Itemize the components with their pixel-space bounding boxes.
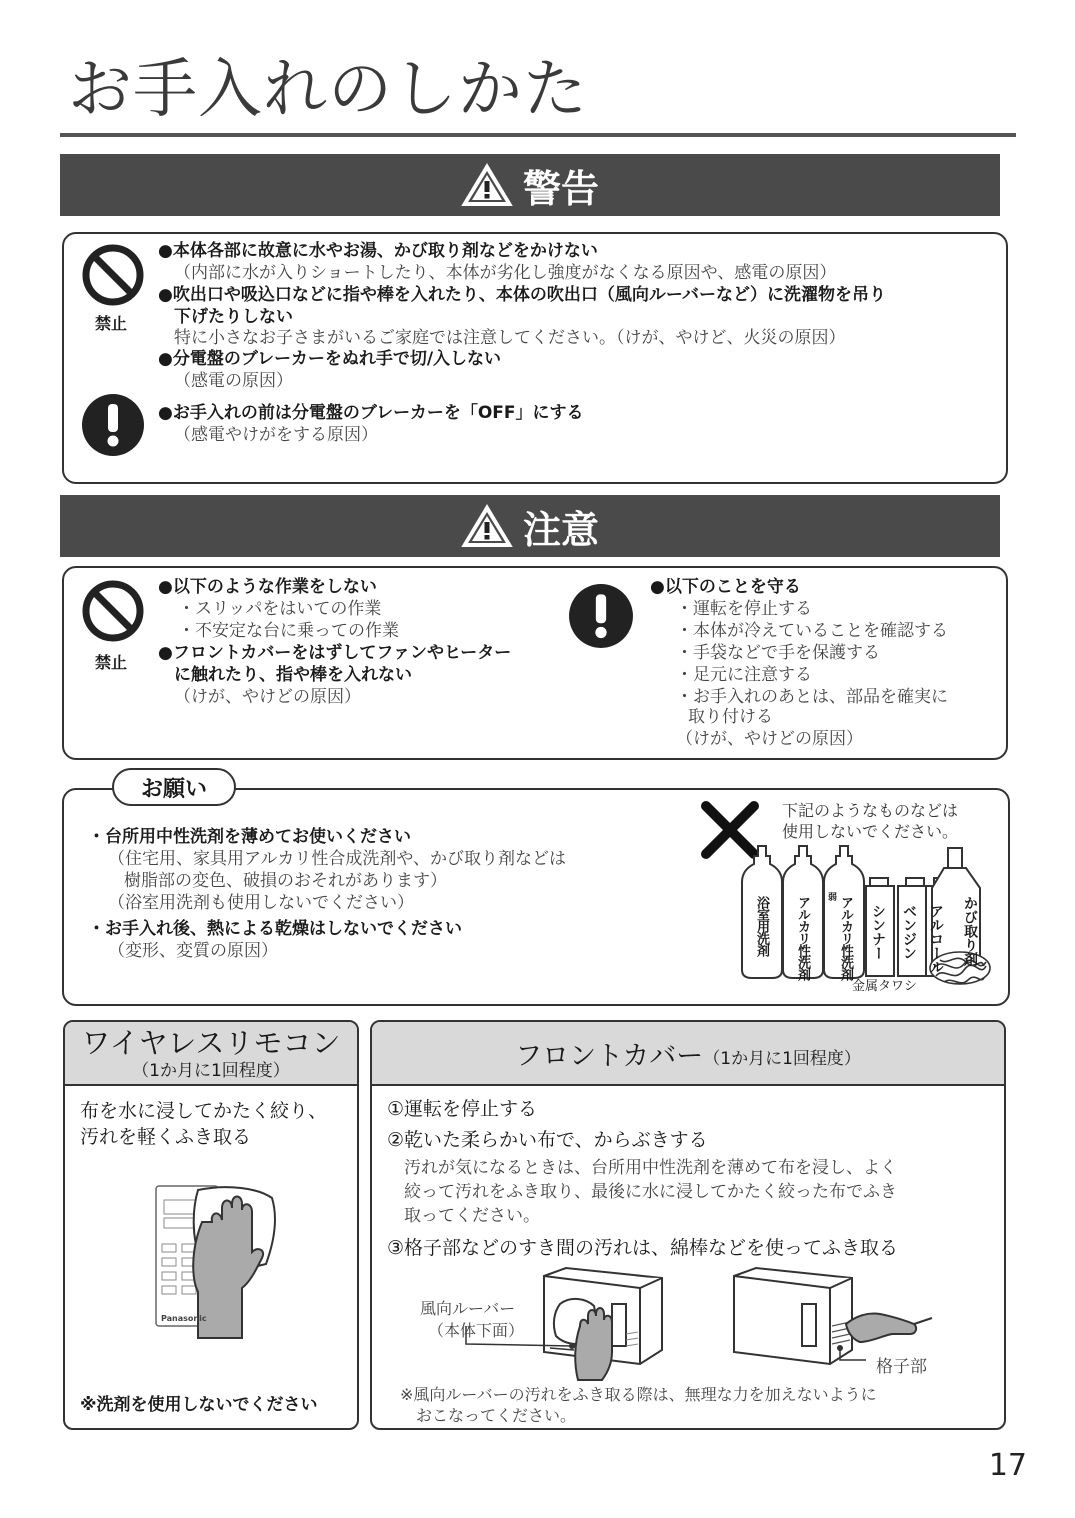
front-step-2-note: 取ってください。 (404, 1206, 540, 1226)
title-rule (60, 133, 1016, 137)
product-label-alkaline: アルカリ性洗剤 (795, 896, 810, 980)
warning-item-2-title: ●吹出口や吸込口などに指や棒を入れたり、本体の吹出口（風向ルーバーなど）に洗濯物を吊り (158, 285, 886, 305)
front-cover-heading: フロントカバー (515, 1040, 704, 1072)
warning-mandatory-note: （感電やけがをする原因） (174, 425, 378, 445)
page-number: 17 (988, 1448, 1027, 1483)
product-label-benzine: ベンジン (901, 904, 917, 960)
request-line-3: 樹脂部の変色、破損のおそれがあります） (124, 871, 447, 891)
product-label-weak: 弱 (828, 893, 838, 903)
front-cover-header (372, 1022, 1004, 1086)
page-title: お手入れのしかた (68, 53, 588, 127)
remote-panel-header (65, 1022, 357, 1086)
warning-triangle-icon (461, 162, 513, 208)
remote-frequency: （1か月に1回程度） (132, 1061, 290, 1081)
remote-instruction-2: 汚れを軽くふき取る (80, 1126, 252, 1148)
caution-right-bullet: ・足元に注意する (676, 665, 812, 685)
louver-label-sub: （本体下面） (428, 1321, 525, 1340)
warning-item-2-note: 特に小さなお子さまがいるご家庭では注意してください。（けが、やけど、火災の原因） (174, 328, 846, 348)
caution-right-bullet: ・手袋などで手を保護する (676, 643, 880, 663)
request-line-6: （変形、変質の原因） (108, 941, 278, 961)
caution-left-title-2-cont: に触れたり、指や棒を入れない (174, 665, 412, 685)
warning-item-3-note: （感電の原因） (174, 371, 293, 391)
caution-right-bullet: ・運転を停止する (676, 599, 812, 619)
front-cover-frequency: （1か月に1回程度） (703, 1048, 861, 1069)
product-label-bath-cleaner: 浴室用洗剤 (754, 896, 769, 956)
louver-label: 風向ルーバー (420, 1299, 516, 1318)
warning-item-1-note: （内部に水が入りショートしたり、本体が劣化し強度がなくなる原因や、感電の原因） (174, 263, 837, 283)
caution-left-title-2: ●フロントカバーをはずしてファンやヒーター (158, 643, 512, 663)
caution-triangle-icon (461, 503, 513, 549)
request-tab: お願い (112, 768, 236, 806)
warning-item-1-title: ●本体各部に故意に水やお湯、かび取り剤などをかけない (158, 241, 598, 261)
prohibit-label: 禁止 (95, 653, 128, 672)
caution-left-note: （けが、やけどの原因） (174, 687, 361, 707)
figure-caption-2: 使用しないでください。 (782, 822, 959, 841)
product-label-mold-remover: かび取り剤 (962, 896, 978, 966)
request-line-2: （住宅用、家具用アルカリ性合成洗剤や、かび取り剤などは (108, 849, 566, 869)
caution-right-title: ●以下のことを守る (650, 577, 801, 597)
remote-brand: Panasonic (161, 1314, 207, 1323)
front-step-3: ③格子部などのすき間の汚れは、綿棒などを使ってふき取る (387, 1237, 899, 1259)
prohibit-label: 禁止 (95, 314, 128, 333)
grille-label: 格子部 (876, 1357, 927, 1377)
caution-left-title: ●以下のような作業をしない (158, 577, 377, 597)
front-footnote-cont: おこなってください。 (416, 1406, 577, 1425)
prohibited-products-illustration (738, 840, 1000, 990)
product-label-alcohol: アルコール (928, 904, 944, 974)
mandatory-action-icon (568, 583, 634, 649)
remote-instruction-1: 布を水に浸してかたく絞り、 (80, 1100, 328, 1122)
remote-heading: ワイヤレスリモコン (81, 1026, 341, 1060)
warning-mandatory-title: ●お手入れの前は分電盤のブレーカーを「OFF」にする (158, 403, 584, 423)
caution-bar (60, 495, 1000, 557)
request-line-1: ・台所用中性洗剤を薄めてお使いください (88, 827, 411, 847)
front-step-2-note: 汚れが気になるときは、台所用中性洗剤を薄めて布を浸し、よく (404, 1158, 897, 1178)
prohibition-icon (81, 579, 145, 643)
request-line-5: ・お手入れ後、熱による乾燥はしないでください (88, 919, 462, 939)
product-label-alkaline-2: アルカリ性洗剤 (838, 896, 853, 980)
caution-heading: 注意 (522, 507, 599, 552)
front-step-2-note: 絞って汚れをふき取り、最後に水に浸してかたく絞った布でふき (404, 1182, 897, 1202)
caution-right-bullet: ・本体が冷えていることを確認する (676, 621, 948, 641)
front-step-2: ②乾いた柔らかい布で、からぶきする (387, 1129, 708, 1151)
warning-item-3-title: ●分電盤のブレーカーをぬれ手で切/入しない (158, 349, 502, 369)
caution-left-bullet: ・不安定な台に乗っての作業 (178, 621, 399, 641)
mandatory-action-icon (81, 393, 145, 457)
product-label-thinner: シンナー (870, 904, 886, 960)
request-line-4: （浴室用洗剤も使用しないでください） (108, 893, 414, 913)
warning-item-2-title-cont: 下げたりしない (174, 307, 293, 327)
remote-note: ※洗剤を使用しないでください (80, 1395, 318, 1415)
caution-right-bullet-cont: 取り付ける (688, 707, 773, 727)
figure-caption-1: 下記のようなものなどは (782, 801, 959, 820)
front-footnote: ※風向ルーバーの汚れをふき取る際は、無理な力を加えないように (400, 1385, 877, 1404)
scrubber-label: 金属タワシ (852, 979, 918, 994)
caution-right-bullet: ・お手入れのあとは、部品を確実に (676, 687, 948, 707)
prohibition-icon (81, 243, 145, 307)
front-step-1: ①運転を停止する (387, 1098, 538, 1120)
caution-left-bullet: ・スリッパをはいての作業 (178, 599, 382, 619)
warning-heading: 警告 (522, 166, 599, 211)
warning-bar (60, 154, 1000, 216)
caution-right-note: （けが、やけどの原因） (676, 729, 863, 749)
